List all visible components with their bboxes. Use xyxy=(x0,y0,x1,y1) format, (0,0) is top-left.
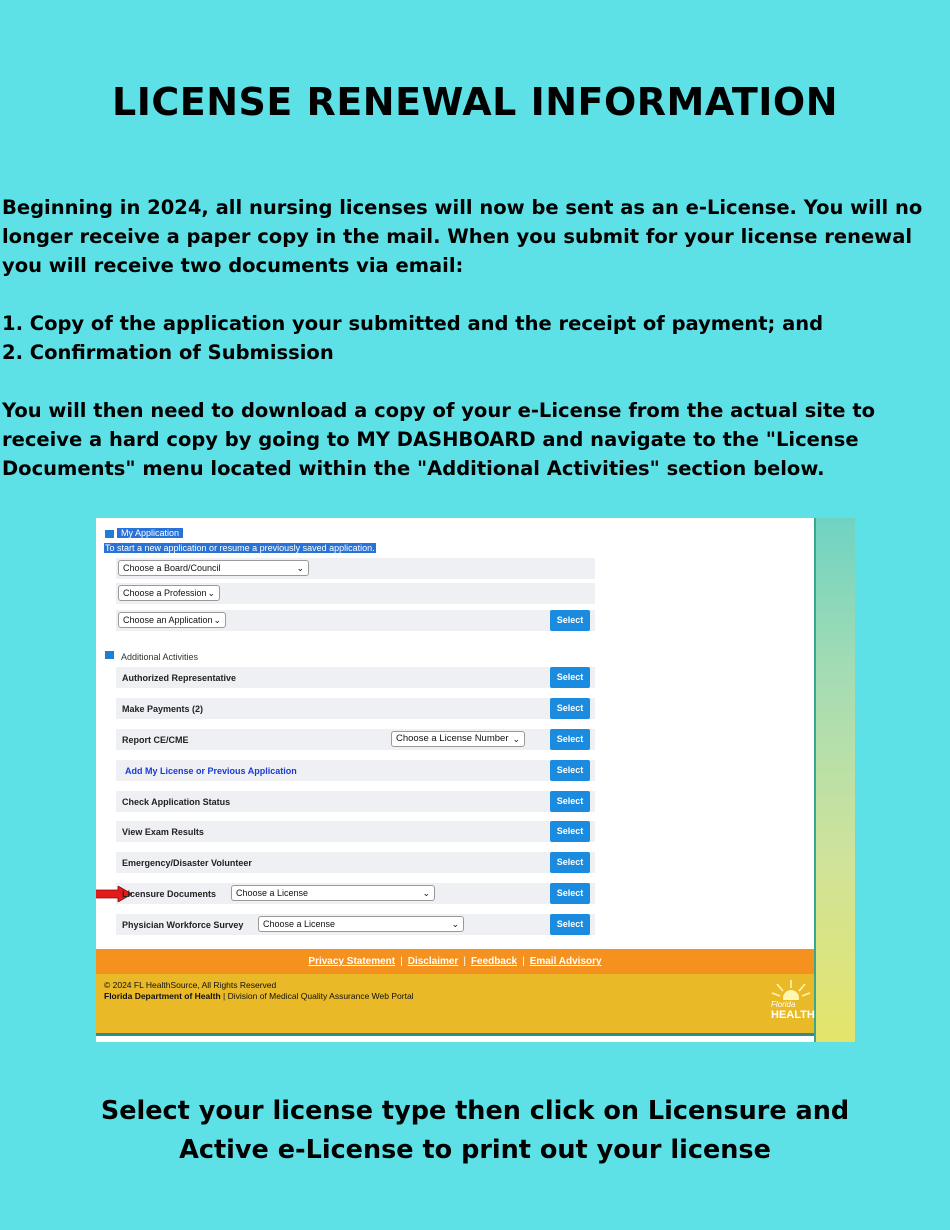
copyright-text: © 2024 FL HealthSource, All Rights Reserved Florida Department of Health | Division of Medical Quality Assurance Web Portal xyxy=(104,980,414,1001)
license-number-dropdown[interactable]: Choose a License Number ⌄ xyxy=(391,731,525,747)
footer-links-bar: Privacy Statement | Disclaimer | Feedback | Email Advisory xyxy=(96,949,814,974)
application-dropdown[interactable]: Choose an Application ⌄ xyxy=(118,612,226,628)
my-application-description: To start a new application or resume a previously saved application. xyxy=(105,543,375,553)
board-row xyxy=(116,558,595,579)
chevron-down-icon: ⌄ xyxy=(213,615,221,625)
chevron-down-icon: ⌄ xyxy=(451,919,459,929)
activity-row xyxy=(116,667,595,688)
activity-row xyxy=(116,698,595,719)
activity-label: View Exam Results xyxy=(122,827,204,837)
activity-label: Report CE/CME xyxy=(122,735,189,745)
activity-label: Check Application Status xyxy=(122,797,231,807)
feedback-link[interactable]: Feedback xyxy=(470,956,518,967)
add-license-select-button[interactable]: Select xyxy=(550,760,590,781)
department-name: Florida Department of Health xyxy=(104,991,221,1001)
intro-text xyxy=(2,193,946,483)
bottom-instructions: Select your license type then click on Licensure and Active e-License to print out your license xyxy=(100,1096,850,1165)
division-name: | Division of Medical Quality Assurance Web Portal xyxy=(220,991,414,1001)
activity-row xyxy=(116,729,595,750)
florida-health-logo: Florida HEALTH xyxy=(771,978,811,1026)
email-advisory-link[interactable]: Email Advisory xyxy=(529,956,602,967)
exam-results-select-button[interactable]: Select xyxy=(550,821,590,842)
page-title: LICENSE RENEWAL INFORMATION xyxy=(112,80,838,124)
list-item-2: 2. Confirmation of Submission xyxy=(2,341,334,364)
board-dropdown[interactable]: Choose a Board/Council ⌄ xyxy=(118,560,309,576)
portal-screenshot: My Application To start a new application or resume a previously saved application. Choose a Board/Council ⌄ Choose a Profession ⌄ Choose an Application ⌄ Select Additional Activities Authorized Representative Select Make Payments (2) Select Report CE/CME Choose a License Number ⌄ Select Add My License or Previous Application Select Check Application Status Select View Exam Results Select Emergency/Disaster Volunteer Select Licensure Documents Choose a License ⌄ Select Physician Workforce Survey Choose a License ⌄ Select Privacy Statement | Disclaimer | Feedback | Email Advisory © 2024 FL HealthSource, All Rights Reserved Florida Department of Health | Division of Medical Quality Assurance Web Portal Florida HEALTH xyxy=(96,518,855,1042)
authorized-representative-select-button[interactable]: Select xyxy=(550,667,590,688)
volunteer-select-button[interactable]: Select xyxy=(550,852,590,873)
instructions-paragraph: You will then need to download a copy of your e-License from the actual site to receive a hard copy by going to MY DASHBOARD and navigate to the "License Documents" menu located within the "Additional Activities" section below. xyxy=(2,399,876,480)
activity-label: Physician Workforce Survey xyxy=(122,920,244,930)
activity-row xyxy=(116,883,595,904)
activity-row xyxy=(116,821,595,842)
workforce-license-dropdown[interactable]: Choose a License ⌄ xyxy=(258,916,464,932)
footer-divider xyxy=(96,1033,814,1036)
activity-row xyxy=(116,760,595,781)
activity-row xyxy=(116,852,595,873)
disclaimer-link[interactable]: Disclaimer xyxy=(407,956,459,967)
section-bullet-icon xyxy=(105,530,114,538)
footer-info xyxy=(96,974,814,1033)
check-status-select-button[interactable]: Select xyxy=(550,791,590,812)
workforce-survey-select-button[interactable]: Select xyxy=(550,914,590,935)
activity-label: Authorized Representative xyxy=(122,673,237,683)
section-bullet-icon xyxy=(105,651,114,659)
decorative-side-panel xyxy=(814,518,855,1042)
list-item-1: 1. Copy of the application your submitted and the receipt of payment; and xyxy=(2,312,824,335)
activity-label: Licensure Documents xyxy=(122,889,217,899)
chevron-down-icon: ⌄ xyxy=(422,888,430,898)
report-ce-select-button[interactable]: Select xyxy=(550,729,590,750)
profession-dropdown[interactable]: Choose a Profession ⌄ xyxy=(118,585,220,601)
activity-row xyxy=(116,914,595,935)
intro-paragraph: Beginning in 2024, all nursing licenses will now be sent as an e-License. You will no longer receive a paper copy in the mail. When you submit for your license renewal you will receive two documents via email: xyxy=(2,196,923,277)
licensure-documents-select-button[interactable]: Select xyxy=(550,883,590,904)
chevron-down-icon: ⌄ xyxy=(296,563,304,573)
privacy-statement-link[interactable]: Privacy Statement xyxy=(308,956,396,967)
activity-row xyxy=(116,791,595,812)
chevron-down-icon: ⌄ xyxy=(512,734,520,744)
make-payments-select-button[interactable]: Select xyxy=(550,698,590,719)
activity-label: Make Payments (2) xyxy=(122,704,204,714)
application-row xyxy=(116,610,595,631)
profession-row xyxy=(116,583,595,604)
chevron-down-icon: ⌄ xyxy=(207,588,215,598)
application-select-button[interactable]: Select xyxy=(550,610,590,631)
sun-icon xyxy=(771,978,811,1000)
add-license-link[interactable]: Add My License or Previous Application xyxy=(125,766,297,776)
licensure-license-dropdown[interactable]: Choose a License ⌄ xyxy=(231,885,435,901)
activity-label: Emergency/Disaster Volunteer xyxy=(122,858,252,868)
